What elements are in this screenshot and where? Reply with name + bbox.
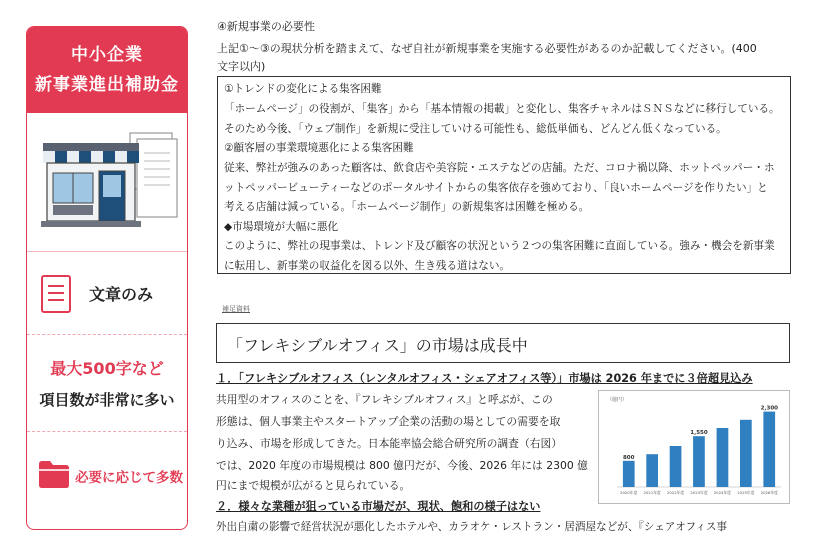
- reference-label: 補足資料: [222, 305, 250, 313]
- body-line: り込み、市場を形成してきた。日本能率協会総合研究所の調査（右図）: [216, 437, 563, 450]
- chart-data-label: 1,550: [690, 430, 708, 437]
- store-icon: [27, 113, 187, 251]
- section-heading-4: ④新規事業の必要性: [217, 20, 315, 33]
- chart-bar: [670, 446, 682, 487]
- title-box: [216, 323, 790, 363]
- subheading-2: ２．様々な業種が狙っている市場だが、現状、飽和の様子はない: [216, 500, 541, 513]
- answer-line: に転用し、新事業の収益化を図る以外、生き残る道はない。: [224, 260, 511, 272]
- answer-line: ②顧客層の事業環境悪化による集客困難: [224, 142, 414, 154]
- chart-tick-label: 2021年度: [643, 490, 661, 495]
- instruction-line-1: 上記①～③の現状分析を踏まえて、なぜ自社が新規事業を実施する必要性があるのか記載してください。(400: [217, 42, 757, 55]
- card-title-line1: 中小企業: [71, 45, 143, 65]
- folder-icon: [37, 458, 71, 490]
- as-needed-label: 必要に応じて多数: [75, 470, 183, 486]
- feature-card: [26, 26, 188, 530]
- body-line: 形態は、個人事業主やスタートアップ企業の活動の場としての需要を取: [216, 415, 561, 428]
- answer-line: 「ホームページ」の役割が、「集客」から「基本情報の掲載」と変化し、集客チャネルはＳＮＳなどに移行している。: [224, 103, 780, 115]
- instruction-line-2: 文字以内): [217, 60, 266, 73]
- chart-data-label: 800: [622, 454, 635, 461]
- store-illustration: [27, 113, 187, 252]
- body-line: では、2020 年度の市場規模は 800 億円だが、今後、2026 年には 2300 億: [216, 459, 588, 472]
- chart-data-label: 2,300: [760, 405, 779, 412]
- chart-tick-label: 2026年度: [760, 490, 778, 495]
- chart-tick-label: 2025年度: [737, 490, 755, 495]
- answer-line: ットペッパービューティーなどのポータルサイトからの集客依存を強めており、「良いホームページを作りたい」と: [224, 182, 768, 194]
- answer-line: そのため今後、「ウェブ制作」を新規に受注していける可能性も、総低単価も、どんどん低くなっている。: [224, 123, 727, 135]
- chart-bar: [717, 428, 729, 487]
- text-only-label: 文章のみ: [89, 285, 154, 304]
- body-line: 円にまで規模が広がると見られている。: [216, 479, 411, 492]
- many-items-label: 項目数が非常に多い: [39, 391, 175, 409]
- chart-tick-label: 2020年度: [620, 490, 638, 495]
- section-as-needed: [27, 432, 187, 528]
- body-last-line: 外出自粛の影響で経営状況が悪化したホテルや、カラオケ・レストラン・居酒屋などが、『シェアオフィス事: [216, 521, 728, 533]
- document-icon: [39, 274, 73, 314]
- max-chars-label: 最大500字など: [50, 359, 164, 378]
- chart-bar: [623, 461, 635, 487]
- chart-bar: [740, 420, 752, 487]
- chart-bar: [693, 436, 705, 487]
- answer-line: ①トレンドの変化による集客困難: [224, 83, 382, 95]
- body-line: 共用型のオフィスのことを、『フレキシブルオフィス』と呼ぶが、この: [216, 393, 553, 406]
- market-title: 「フレキシブルオフィス」の市場は成長中: [227, 336, 528, 355]
- answer-line: 従来、弊社が強みのあった顧客は、飲食店や美容院・エステなどの店舗。ただ、コロナ禍以降、ホットペッパー・ホ: [224, 162, 775, 174]
- answer-line: このように、弊社の現事業は、トレンド及び顧客の状況という２つの集客困難に直面している。強み・機会を新事業: [224, 240, 775, 252]
- subheading-1: １．「フレキシブルオフィス（レンタルオフィス・シェアオフィス等）」市場は 2026 年までに３倍超見込み: [216, 372, 753, 385]
- chart-bar: [646, 454, 658, 487]
- bar-chart: [599, 391, 789, 503]
- answer-line: 考える店舗は減っている。「ホームページ制作」の新規集客は困難を極める。: [224, 201, 590, 213]
- answer-line: ◆市場環境が大幅に悪化: [224, 221, 339, 233]
- section-text-only: [27, 252, 187, 335]
- chart-tick-label: 2023年度: [690, 490, 708, 495]
- card-title-line2: 新事業進出補助金: [35, 75, 179, 95]
- chart-bar: [763, 412, 775, 487]
- market-size-chart: [598, 390, 790, 504]
- chart-tick-label: 2024年度: [713, 490, 732, 495]
- chart-tick-label: 2022年度: [666, 490, 685, 495]
- section-max-chars: [27, 335, 187, 432]
- chart-ylabel: （億円）: [607, 397, 628, 403]
- card-header: [27, 27, 187, 113]
